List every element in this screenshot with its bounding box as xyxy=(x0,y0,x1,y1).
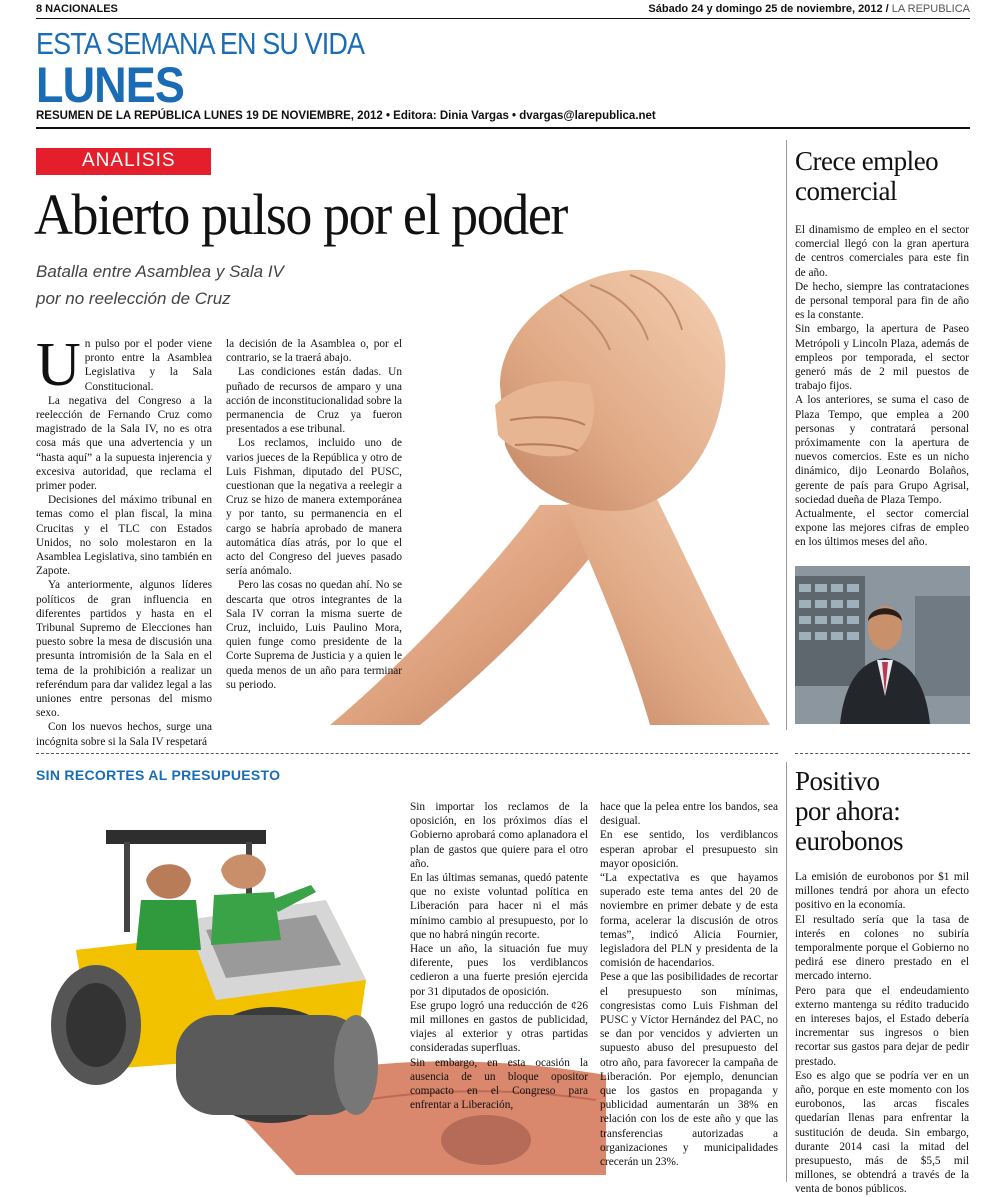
paragraph: Decisiones del máximo tribunal en temas como el plan fiscal, la mina Crucitas y el TLC con Estados Unidos, no solo molestaron en la Asamblea Legislativa, sino también en Zapote. xyxy=(36,494,212,578)
analysis-tag xyxy=(36,148,211,175)
paragraph: A los anteriores, se suma el caso de Plaza Tempo, que emplea a 200 personas y contratará personal próximamente con la apertura de nuevos comercios. Este es un nicho dinámico, dijo Leonardo Bolaños, gerente de país para Grupo Agrisal, sociedad dueña de Plaza Tempo. xyxy=(795,394,969,506)
budget-article-col-1 xyxy=(410,800,588,1112)
executive-photo-art xyxy=(795,566,970,724)
page-section-label: 8 NACIONALES xyxy=(36,3,118,15)
column-divider-bottom xyxy=(786,762,787,1182)
paragraph: Pese a que las posibilidades de recortar el presupuesto son mínimas, congresistas como Luis Fishman del PUSC y Víctor Hernández del PAC, no se dan por vencidos y advierten un supuesto abuso del presupuesto del otro año, para favorecer la campaña de Liberación. Por ejemplo, denuncian que los gastos en propaganda y publicidad aumentarán un 38% en relación con los de este año y que las transferencias autorizadas a organizaciones y municipalidades crecerán un 23%. xyxy=(600,971,778,1169)
paragraph: La emisión de eurobonos por $1 mil millones tendrá por ahora un efecto positivo en la economía. xyxy=(795,871,969,912)
paragraph: la decisión de la Asamblea o, por el contrario, se la traerá abajo. xyxy=(226,338,402,365)
side-headline-line: Crece empleo xyxy=(795,146,939,176)
paragraph xyxy=(36,331,212,399)
paragraph: Hace un año, la situación fue muy diferente, pues los verdiblancos cedieron a una fuerte presión ejercida por 31 diputados de oposición. xyxy=(410,943,588,998)
page-header-bar xyxy=(36,2,970,19)
issue-date-text: Sábado 24 y domingo 25 de noviembre, 2012 / xyxy=(648,3,892,15)
budget-article-col-2 xyxy=(600,800,778,1169)
issue-date xyxy=(648,3,970,15)
paragraph: Sin embargo, en esta ocasión la ausencia de un bloque opositor compacto en el Congreso para enfrentar a Liberación, xyxy=(410,1056,588,1112)
paragraph: Sin embargo, la apertura de Paseo Metrópoli y Lincoln Plaza, además de empleos por temporada, el sector generó más de 2 mil puestos de trabajo fijos. xyxy=(795,323,969,393)
budget-section-title: SIN RECORTES AL PRESUPUESTO xyxy=(36,767,281,783)
section-kicker: ESTA SEMANA EN SU VIDA xyxy=(36,26,365,61)
paragraph: En las últimas semanas, quedó patente que no existe voluntad política en Liberación para hacer ni el más mínimo cambio al presupuesto, por lo que no habrá ningún recorte. xyxy=(410,872,588,941)
paragraph: Pero para que el endeudamiento externo mantenga su rédito traducido en intereses bajos, el Estado debería incrementar sus ingresos o bien recortar sus gastos para dejar de pedir prestado. xyxy=(795,984,969,1068)
side-headline-line: eurobonos xyxy=(795,826,903,856)
section-divider xyxy=(36,753,778,754)
paragraph: Ese grupo logró una reducción de ¢26 mil millones en gastos de publicidad, viajes al exterior y otras partidas consideradas superfluas. xyxy=(410,999,588,1055)
publication-name: LA REPUBLICA xyxy=(891,3,970,15)
paragraph: hace que la pelea entre los bandos, sea desigual. xyxy=(600,801,778,828)
paragraph: Pero las cosas no quedan ahí. No se descarta que otros integrantes de la Sala IV corran la misma suerte de Cruz, incluido, Luis Paulino Mora, quien funge como presidente de la Corte Suprema de Justicia y a quien le queda menos de un año para terminar su periodo. xyxy=(226,579,402,691)
paragraph: Los reclamos, incluido uno de varios jueces de la República y otro de Luis Fishman, diputado del PUSC, cuestionan que la negativa a reelegir a Cruz se hizo de manera extemporánea y por tanto, su permanencia en el cargo se habría aprobado de manera automática días atrás, por lo que el acto del Congreso del jueves pasado sería anómalo. xyxy=(226,437,402,578)
side-headline-line: por ahora: xyxy=(795,796,901,826)
side-divider xyxy=(795,753,970,754)
paragraph: Las condiciones están dadas. Un puñado de recursos de amparo y una acción de inconstitucionalidad sobre la permanencia de Cruz ya fueron presentados a ese tribunal. xyxy=(226,366,402,436)
column-divider-top xyxy=(786,140,787,730)
paragraph: La negativa del Congreso a la reelección de Fernando Cruz como magistrado de la Sala IV, no es otra cosa más que una advertencia y un “hasta aquí” a la supuesta injerencia y excesiva autoridad, que reclama el primer poder. xyxy=(36,394,212,493)
paragraph: En ese sentido, los verdiblancos esperan aprobar el presupuesto sin mayor oposición. xyxy=(600,829,778,870)
main-subheadline xyxy=(36,258,284,312)
paragraph: Eso es algo que se podría ver en un año, porque en este momento con los eurobonos, las arcas fiscales quedarían llenas para enfrentar la sustitución de deuda. Sin embargo, durante 2014 casi la mitad del presupuesto, más de $5,5 mil millones, se obtendrá a través de la venta de bonos públicos. xyxy=(795,1069,969,1196)
main-article-col-2 xyxy=(226,337,402,692)
summary-line: RESUMEN DE LA REPÚBLICA LUNES 19 DE NOVIEMBRE, 2012 • Editora: Dinia Vargas • dvargas@larepublica.net xyxy=(36,110,656,122)
paragraph: De hecho, siempre las contrataciones de personal temporal para fin de año es la constante. xyxy=(795,280,969,322)
paragraph: Actualmente, el sector comercial expone las mejores cifras de empleo en los últimos meses del año. xyxy=(795,508,969,549)
paragraph: Ya anteriormente, algunos líderes políticos de gran influencia en diferentes partidos y hasta en el Tribunal Supremo de Elecciones han puesto sobre la mesa de discusión una presunta intromisión de la Sala en el tema de la prohibición a realizar un referéndum para dar validez legal a las uniones entre personas del mismo sexo. xyxy=(36,579,212,720)
main-headline: Abierto pulso por el poder xyxy=(34,182,567,247)
subhead-line-2: por no reelección de Cruz xyxy=(36,289,231,308)
side-headline-eurobonds xyxy=(795,766,903,856)
side-article-employment-body xyxy=(795,223,969,550)
analysis-tag-label: ANALISIS xyxy=(82,150,176,171)
paragraph: El resultado sería que la tasa de interés en colones no subiría temporalmente porque el Gobierno no pedirá ese dinero prestado en el mercado interno. xyxy=(795,913,969,983)
paragraph: Sin importar los reclamos de la oposición, en los próximos días el Gobierno aprobará como aplanadora el plan de gastos que quiere para el otro año. xyxy=(410,801,588,870)
side-article-eurobonds-body xyxy=(795,870,969,1197)
paragraph: “La expectativa es que hayamos superado este tema antes del 20 de noviembre en primer debate y de esta forma, acelerar la discusión de otros temas”, indicó Alicia Fournier, legisladora del PLN y presidenta de la comisión de hacendarios. xyxy=(600,872,778,970)
side-headline-line: Positivo xyxy=(795,766,880,796)
paragraph: Con los nuevos hechos, surge una incógnita sobre si la Sala IV respetará xyxy=(36,721,212,748)
subhead-line-1: Batalla entre Asamblea y Sala IV xyxy=(36,262,284,281)
paragraph-text: n pulso por el poder viene pronto entre la Asamblea Legislativa y la Sala Constitucional. xyxy=(84,338,212,393)
header-divider xyxy=(36,127,970,129)
paragraph: El dinamismo de empleo en el sector comercial llegó con la gran apertura de centros comerciales para este fin de año. xyxy=(795,224,969,279)
main-article-col-1 xyxy=(36,331,212,749)
side-headline-employment xyxy=(795,146,938,206)
day-title: LUNES xyxy=(36,57,185,113)
side-headline-line: comercial xyxy=(795,176,897,206)
drop-cap: U xyxy=(36,331,81,399)
executive-photo xyxy=(795,566,970,724)
